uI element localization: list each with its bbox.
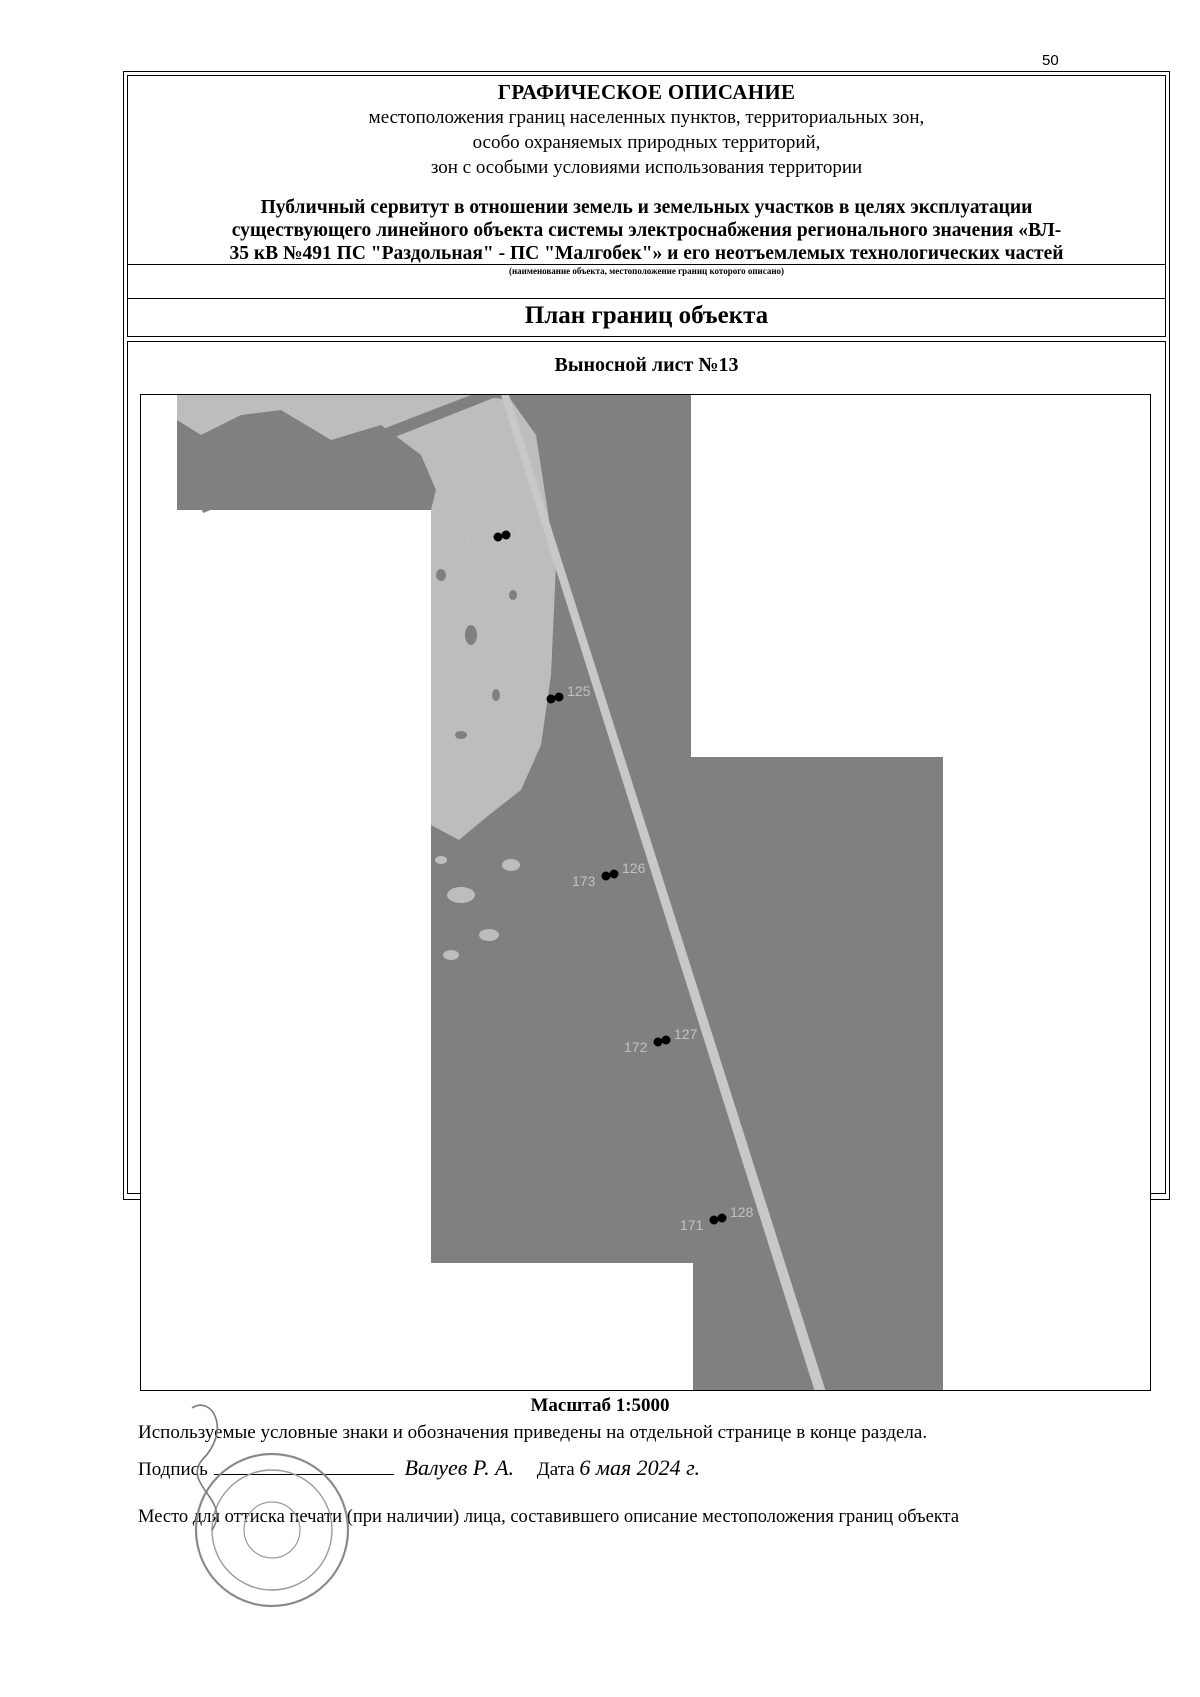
point-label-left: 174 bbox=[517, 696, 541, 712]
object-name bbox=[128, 196, 1165, 265]
seal-stamp bbox=[172, 1390, 382, 1610]
boundary-point-marker bbox=[710, 1216, 719, 1225]
boundary-map bbox=[141, 395, 1151, 1391]
header-box bbox=[127, 75, 1166, 337]
point-label-left: 175 bbox=[464, 534, 488, 550]
object-name-line-3: 35 кВ №491 ПС "Раздольная" - ПС "Малгобек"» и его неотъемлемых технологических частей bbox=[229, 243, 1064, 264]
subtitle-line-2: особо охраняемых природных территорий, bbox=[472, 132, 821, 153]
boundary-point-marker bbox=[494, 533, 503, 542]
point-label-right: 128 bbox=[730, 1204, 754, 1220]
document-title: ГРАФИЧЕСКОЕ ОПИСАНИЕ bbox=[497, 80, 796, 104]
map-scale: Масштаб 1:5000 bbox=[530, 1395, 670, 1416]
subtitle-line-3: зон с особыми условиями использования территории bbox=[430, 157, 863, 178]
object-caption: (наименование объекта, местоположение границ которого описано) bbox=[508, 266, 785, 276]
object-name-line-2: существующего линейного объекта системы электроснабжения регионального значения «ВЛ- bbox=[231, 220, 1062, 241]
point-label-left: 171 bbox=[680, 1217, 704, 1233]
signer-name: Валуев Р. А. bbox=[404, 1455, 515, 1480]
subtitle-line-1: местоположения границ населенных пунктов, территориальных зон, bbox=[368, 107, 925, 128]
point-label-right: 124 bbox=[514, 521, 538, 537]
signature-scribble bbox=[192, 1405, 217, 1530]
boundary-point-marker bbox=[502, 531, 511, 540]
date-value: 6 мая 2024 г. bbox=[579, 1455, 700, 1480]
date-label: Дата bbox=[536, 1459, 575, 1480]
signature-label: Подпись bbox=[138, 1459, 208, 1480]
page-number: 50 bbox=[1042, 52, 1059, 69]
zone-dark-area bbox=[177, 395, 943, 1391]
boundary-point-marker bbox=[547, 695, 556, 704]
map-frame bbox=[140, 394, 1151, 1391]
point-label-right: 127 bbox=[674, 1026, 698, 1042]
legend-note: Используемые условные знаки и обозначения приведены на отдельной странице в конце раздела. bbox=[138, 1422, 928, 1443]
boundary-point-marker bbox=[610, 870, 619, 879]
sheet-title: Выносной лист №13 bbox=[554, 354, 739, 376]
boundary-point-marker bbox=[602, 872, 611, 881]
object-name-underline bbox=[128, 264, 1165, 265]
boundary-point-marker bbox=[718, 1214, 727, 1223]
point-label-right: 126 bbox=[622, 860, 646, 876]
boundary-point-marker bbox=[555, 693, 564, 702]
boundary-point-marker bbox=[662, 1036, 671, 1045]
boundary-point-marker bbox=[654, 1038, 663, 1047]
object-name-line-1: Публичный сервитут в отношении земель и земельных участков в целях эксплуатации bbox=[260, 197, 1033, 218]
stamp-note: Место для оттиска печати (при наличии) лица, составившего описание местоположения границ объекта bbox=[138, 1507, 960, 1527]
plan-title-divider bbox=[128, 298, 1165, 299]
plan-title: План границ объекта bbox=[524, 302, 769, 329]
point-label-left: 173 bbox=[572, 873, 596, 889]
point-label-right: 125 bbox=[567, 683, 591, 699]
point-label-left: 172 bbox=[624, 1039, 648, 1055]
